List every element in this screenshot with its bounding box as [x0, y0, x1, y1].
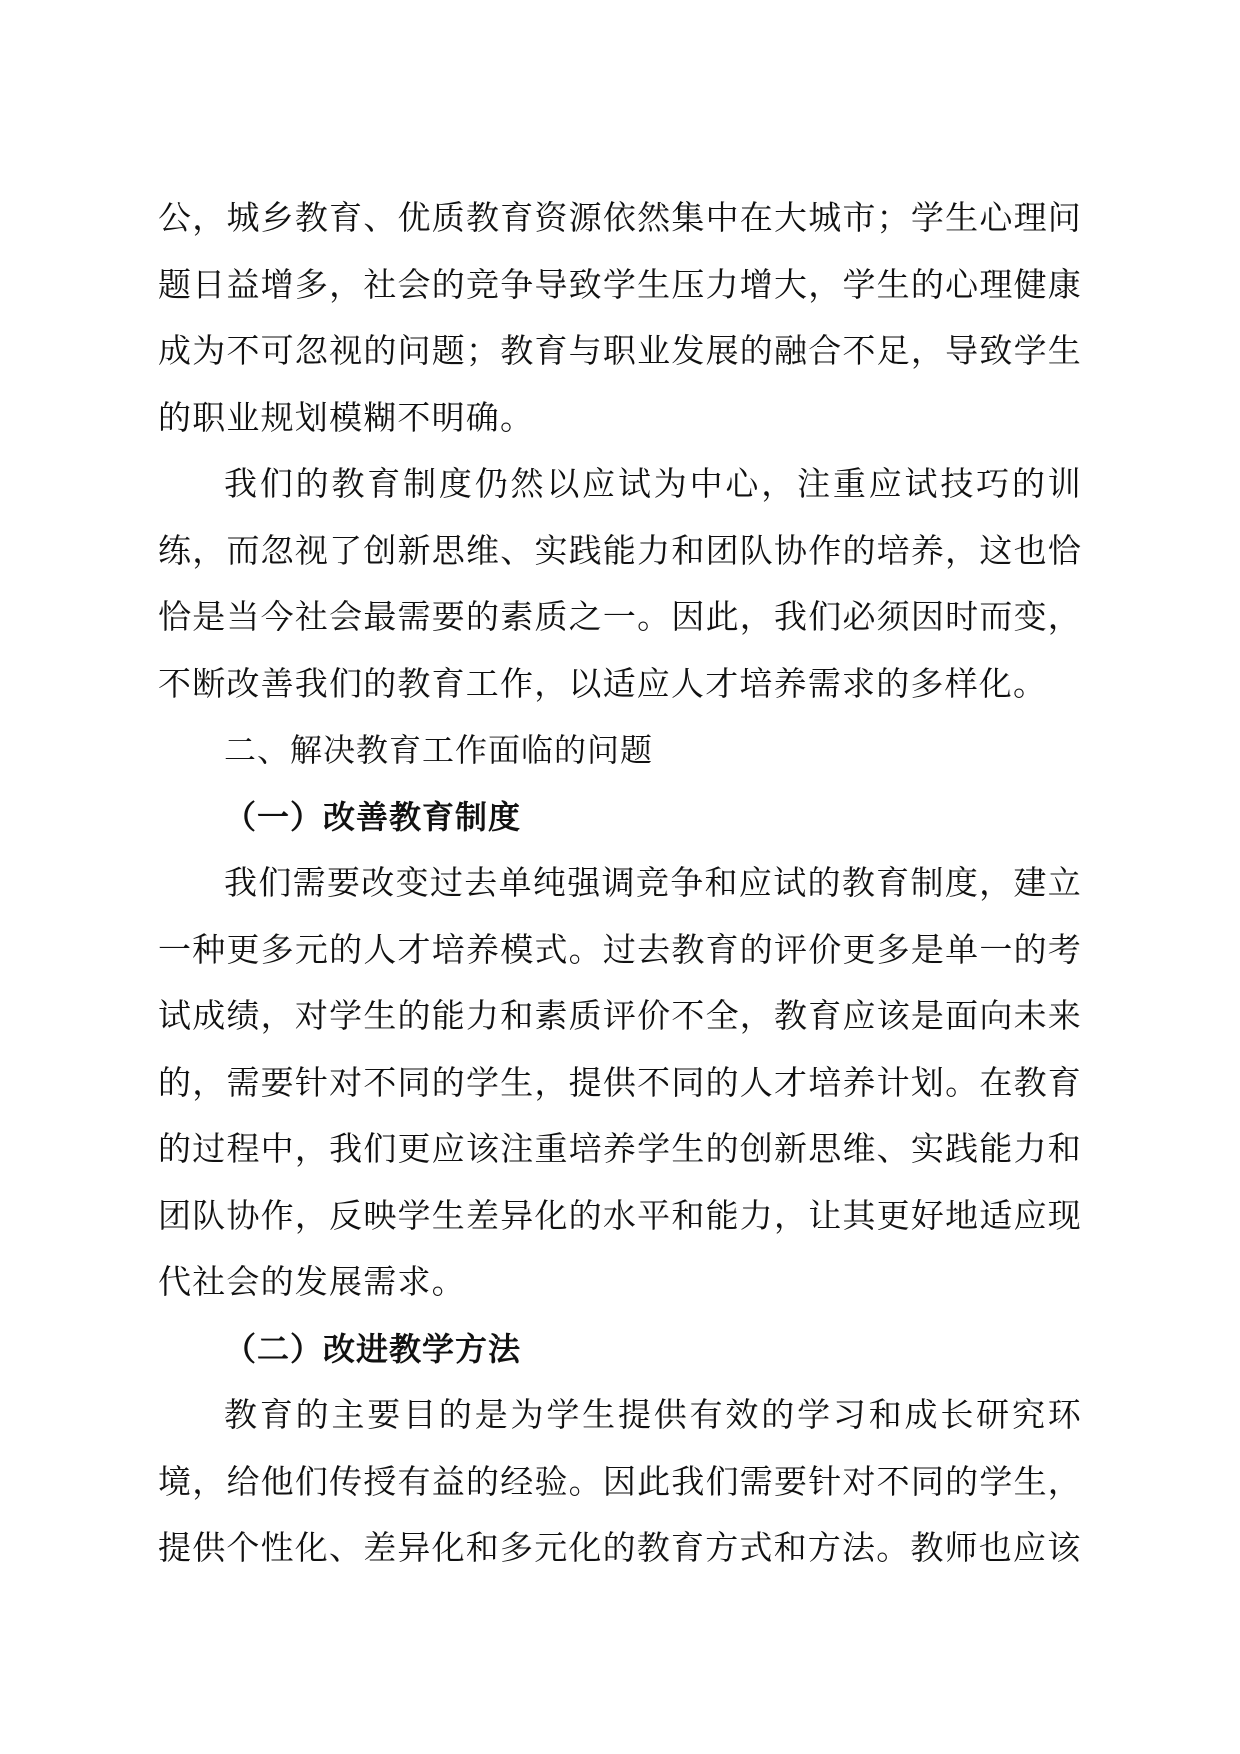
subsection-heading-1: （一）改善教育制度 — [224, 797, 522, 836]
paragraph-teaching-methods: 教育的主要目的是为学生提供有效的学习和成长研究环境，给他们传授有益的经验。因此我们需要针对不同的学生，提供个性化、差异化和多元化的教育方式和方法。教师也应该 — [158, 1395, 1082, 1567]
paragraph-exam-system: 我们的教育制度仍然以应试为中心，注重应试技巧的训练，而忽视了创新思维、实践能力和团队协作的培养，这也恰恰是当今社会最需要的素质之一。因此，我们必须因时而变，不断改善我们的教育工作，以适应人才培养需求的多样化。 — [158, 464, 1082, 703]
paragraph-continued: 公，城乡教育、优质教育资源依然集中在大城市；学生心理问题日益增多，社会的竞争导致学生压力增大，学生的心理健康成为不可忽视的问题；教育与职业发展的融合不足，导致学生的职业规划模糊不明确。 — [158, 198, 1082, 437]
subsection-heading-2: （二）改进教学方法 — [224, 1329, 522, 1368]
document-page — [158, 185, 1082, 1582]
paragraph-education-system: 我们需要改变过去单纯强调竞争和应试的教育制度，建立一种更多元的人才培养模式。过去教育的评价更多是单一的考试成绩，对学生的能力和素质评价不全，教育应该是面向未来的，需要针对不同的学生，提供不同的人才培养计划。在教育的过程中，我们更应该注重培养学生的创新思维、实践能力和团队协作，反映学生差异化的水平和能力，让其更好地适应现代社会的发展需求。 — [158, 863, 1082, 1301]
section-heading: 二、解决教育工作面临的问题 — [224, 731, 654, 769]
